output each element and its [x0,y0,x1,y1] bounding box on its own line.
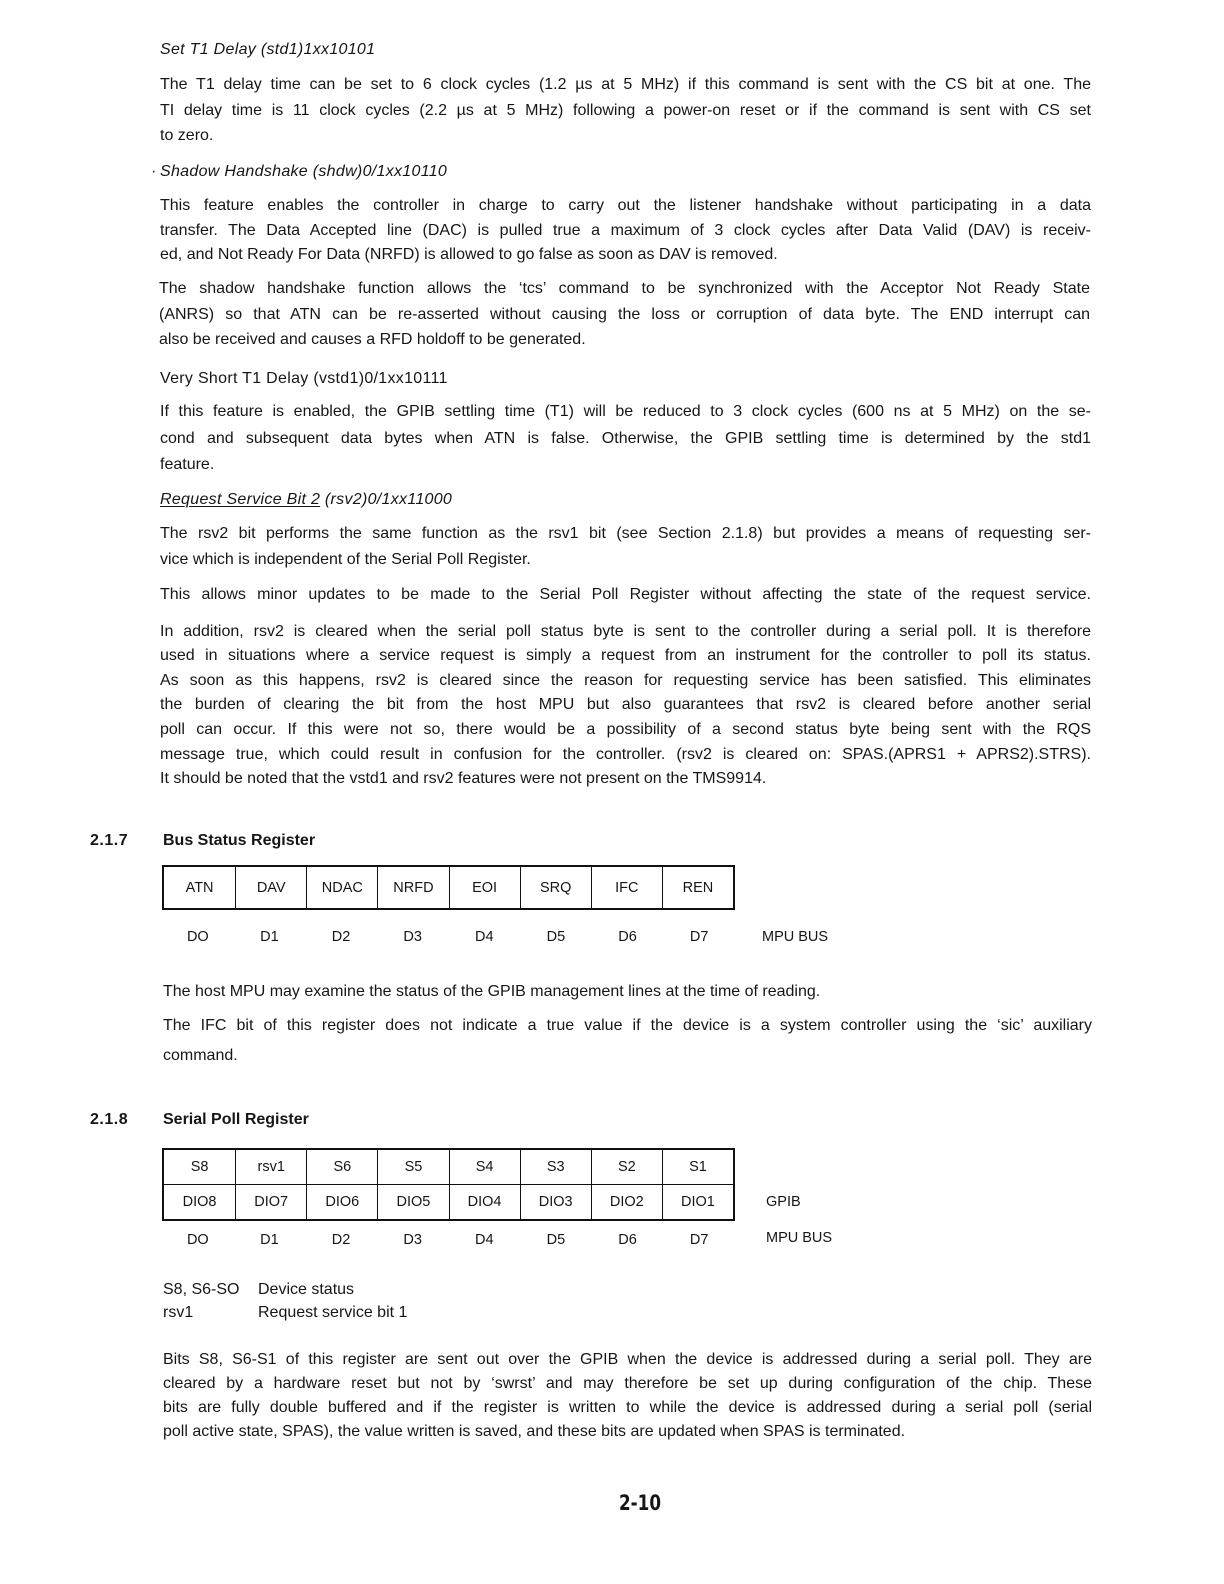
status-bit-cell: S5 [377,1150,448,1185]
bus-status-bit-cell: DAV [235,867,306,908]
mpu-bit-label: D5 [546,929,566,945]
paragraph-line: It should be noted that the vstd1 and rsv2 features were not present on the TMS9914. [160,770,767,788]
legend-row [163,1278,663,1301]
status-bit-cell: S6 [306,1150,377,1185]
paragraph-line: The shadow handshake function allows the ‘tcs’ command to be synchronized with the Acceptor Not Ready State [159,280,1090,297]
serial-poll-paragraph [163,1348,1092,1444]
legend-term: S8, S6-SO [163,1281,240,1298]
vstd1-paragraph [160,399,1091,479]
mpu-bit-label: D3 [403,929,422,945]
paragraph-line: command. [163,1047,238,1064]
gpib-bit-cell: DIO7 [235,1185,306,1219]
legend-description: Device status [258,1281,355,1298]
mpu-bit-label: D7 [689,929,709,945]
mpu-bit-label: D6 [618,1232,637,1248]
gpib-bit-cell: DIO5 [377,1185,448,1219]
bus-status-register-table [162,865,735,910]
mpu-bit-label: D1 [260,929,279,945]
paragraph-line: transfer. The Data Accepted line (DAC) is pulled true a maximum of 3 clock cycles after Data Valid (DAV) is receiv- [160,221,1091,239]
bus-status-paragraph-2 [163,1011,1092,1071]
section-title-serial-poll: Serial Poll Register [163,1111,309,1128]
std1-heading: Set T1 Delay (std1)1xx10101 [160,41,376,58]
section-number-2-1-7: 2.1.7 [90,832,129,849]
status-bit-cell: S1 [662,1150,733,1185]
section-title-bus-status: Bus Status Register [163,832,316,849]
paragraph-line: In addition, rsv2 is cleared when the serial poll status byte is sent to the controller during a serial poll. It is therefore [160,622,1091,640]
rsv2-heading [160,488,452,512]
bus-status-bit-cell: EOI [449,867,520,908]
bus-status-bit-cell: NRFD [377,867,448,908]
paragraph-line: cond and subsequent data bytes when ATN is false. Otherwise, the GPIB settling time is determined by the std1 [160,429,1091,447]
bus-status-mpu-bits [162,926,735,948]
paragraph-line: message true, which could result in confusion for the controller. (rsv2 is cleared on: SPAS.(APRS1 + APRS2).STRS). [160,745,1091,763]
legend-row [163,1301,663,1324]
paragraph-line: vice which is independent of the Serial Poll Register. [160,551,531,568]
rsv2-paragraph-1 [160,521,1091,573]
paragraph-line: bits are fully double buffered and if the register is written to while the device is addressed during a serial poll (serial [163,1399,1092,1416]
bus-status-bit-cell: IFC [591,867,662,908]
paragraph-line: cleared by a hardware reset but not by ‘swrst’ and may therefore be set up during configuration of the chip. These [163,1375,1092,1392]
paragraph-line: also be received and causes a RFD holdoff to be generated. [159,331,586,348]
legend-term: rsv1 [163,1304,194,1321]
gpib-bit-cell: DIO1 [662,1185,733,1219]
paragraph-line: poll active state, SPAS), the value written is saved, and these bits are updated when SPAS is terminated. [163,1423,906,1440]
status-bit-cell: S3 [520,1150,591,1185]
std1-paragraph [160,72,1091,149]
bus-status-bit-cell: NDAC [306,867,377,908]
section-number-2-1-8: 2.1.8 [90,1111,129,1128]
paragraph-line: poll can occur. If this were not so, there would be a possibility of a second status byte being sent with the RQS [160,721,1091,739]
mpu-bit-label: D4 [475,929,494,945]
paragraph-line: the burden of clearing the bit from the host MPU but also guarantees that rsv2 is cleared before another serial [160,696,1091,714]
paragraph-line: (ANRS) so that ATN can be re-asserted without causing the loss or corruption of data byte. The END interrupt can [159,305,1090,323]
paragraph-line: The rsv2 bit performs the same function as the rsv1 bit (see Section 2.1.8) but provides a means of requesting ser- [160,525,1091,542]
gpib-bit-cell: DIO8 [182,1194,217,1210]
paragraph-line: used in situations where a service request is simply a request from an instrument for the controller to poll its status. [160,647,1091,665]
rsv2-heading-title: Request Service Bit 2 [160,491,321,508]
gpib-bit-cell: DIO6 [306,1185,377,1219]
shdw-heading: Shadow Handshake (shdw)0/1xx10110 [160,163,448,180]
mpu-bit-label: DO [186,1232,209,1248]
vstd1-heading: Very Short T1 Delay (vstd1)0/1xx10111 [160,370,448,387]
paragraph-line: The host MPU may examine the status of the GPIB management lines at the time of reading. [163,983,821,1000]
shdw-paragraph-2 [159,276,1090,353]
paragraph-line: feature. [160,456,215,473]
mpu-bit-label: D5 [546,1232,566,1248]
paragraph-line: This feature enables the controller in charge to carry out the listener handshake without participating in a data [160,197,1091,214]
mpu-bit-label: D4 [475,1232,494,1248]
legend-description: Request service bit 1 [258,1304,408,1321]
mpu-bus-label: MPU BUS [766,1230,833,1246]
mpu-bit-label: D2 [331,1232,351,1248]
paragraph-line: If this feature is enabled, the GPIB settling time (T1) will be reduced to 3 clock cycles (600 ns at 5 MHz) on the se- [160,403,1091,420]
rsv2-paragraph-2 [160,583,1091,607]
bus-status-bit-cell: ATN [185,879,214,896]
mpu-bit-label: D7 [689,1232,709,1248]
paragraph-line: The T1 delay time can be set to 6 clock cycles (1.2 µs at 5 MHz) if this command is sent with the CS bit at one. The [160,76,1091,93]
mpu-bus-label: MPU BUS [762,929,829,945]
bullet-dot: · [151,163,157,180]
bus-status-bit-cell: REN [662,867,733,908]
paragraph-line: This allows minor updates to be made to the Serial Poll Register without affecting the state of the request service. [160,586,1091,603]
bit-legend [163,1278,663,1324]
paragraph-line: The IFC bit of this register does not indicate a true value if the device is a system controller using the ‘sic’ auxiliary [163,1017,1092,1034]
mpu-bit-label: D1 [260,1232,279,1248]
rsv2-heading-code: (rsv2)0/1xx11000 [320,491,453,508]
status-bit-cell: rsv1 [235,1150,306,1185]
mpu-bit-label: D6 [618,929,637,945]
paragraph-line: TI delay time is 11 clock cycles (2.2 µs at 5 MHz) following a power-on reset or if the command is sent with CS set [160,101,1091,119]
page-number: 2-10 [618,1491,662,1515]
serial-poll-mpu-bits [162,1229,735,1251]
gpib-bit-cell: DIO4 [449,1185,520,1219]
bus-status-paragraph-1 [163,980,1092,1004]
rsv2-paragraph-3 [160,620,1091,793]
paragraph-line: As soon as this happens, rsv2 is cleared since the reason for requesting service has been satisfied. This eliminates [160,671,1091,689]
mpu-bit-label: D3 [403,1232,422,1248]
gpib-bit-cell: DIO2 [591,1185,662,1219]
paragraph-line: ed, and Not Ready For Data (NRFD) is allowed to go false as soon as DAV is removed. [160,246,778,263]
paragraph-line: to zero. [160,127,214,144]
gpib-bit-cell: DIO3 [520,1185,591,1219]
gpib-label: GPIB [766,1194,801,1210]
mpu-bit-label: DO [186,929,209,945]
mpu-bit-label: D2 [331,929,351,945]
paragraph-line: Bits S8, S6-S1 of this register are sent out over the GPIB when the device is addressed during a serial poll. They are [163,1351,1092,1368]
status-bit-cell: S2 [591,1150,662,1185]
serial-poll-register-table [162,1148,735,1221]
status-bit-cell: S4 [449,1150,520,1185]
shdw-paragraph-1 [160,194,1091,268]
status-bit-cell: S8 [164,1150,235,1185]
bus-status-bit-cell: SRQ [520,867,591,908]
